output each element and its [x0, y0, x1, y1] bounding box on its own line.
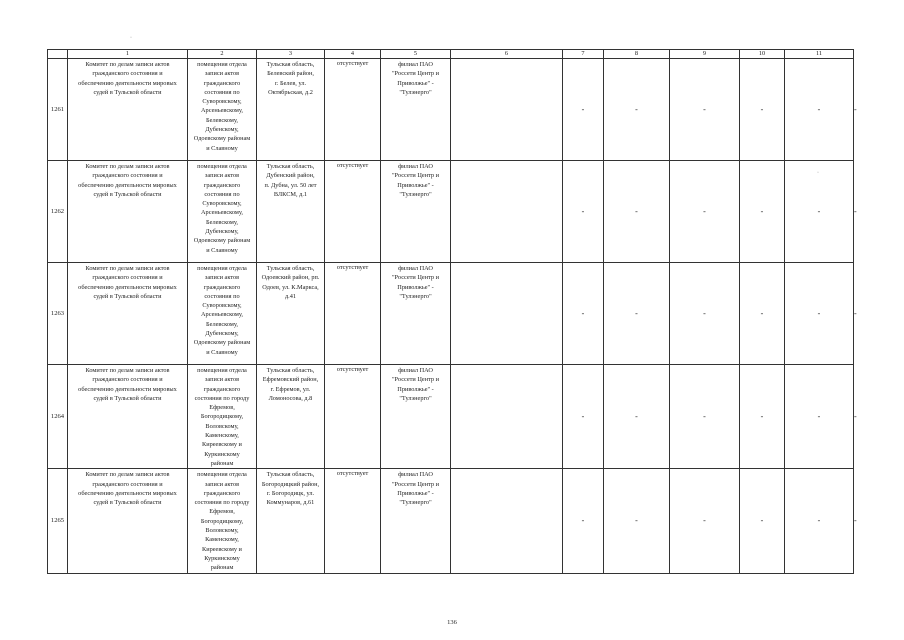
cell-premises-line: состояния по	[204, 292, 240, 300]
cell-authority-line: Комитет по делам записи актов	[85, 163, 170, 170]
cell-premises-line: Белевскому,	[206, 218, 238, 226]
cell-premises-line: состояния по	[204, 88, 240, 96]
cell-premises-line: помещения отдела	[197, 471, 247, 479]
cell-utility-line: "Тулэнерго"	[399, 190, 432, 198]
cell-authority-line: судей в Тульской области	[93, 292, 162, 300]
cell-address	[257, 161, 325, 263]
cell-dash: -	[740, 365, 785, 469]
cell-premises-line: гражданского	[203, 79, 241, 87]
cell-premises-line: помещения отдела	[197, 163, 247, 170]
table-row: 1263 Комитет по делам записи актов гражданского состояния и обеспечению деятельности мировых судей в Тульской области помещения отдела записи актов гражданского состояния по Суворовскому, Арсеньевскому, Белевскому, Дубенскому, Одоевскому районам и Славному Тульская область, Одоевский район, рп. Одоев, ул. К.Маркса, д.41 отсутствует филиал ПАО "Россети Центр и Приволжье" - "Тулэнерго" - - - - - -	[48, 263, 854, 365]
cell-dash: -	[785, 469, 854, 573]
cell-status: отсутствует	[325, 365, 381, 469]
cell-authority-line: обеспечению деятельности мировых	[78, 385, 177, 393]
cell-dash: -	[604, 365, 670, 469]
cell-address-line: Коммунаров, д.61	[266, 499, 315, 507]
cell-premises-line: Суворовскому,	[202, 200, 242, 208]
cell-authority-line: судей в Тульской области	[93, 394, 162, 402]
cell-dash: -	[670, 365, 740, 469]
cell-dash: -	[785, 263, 854, 365]
cell-utility-line: "Россети Центр и	[391, 274, 439, 282]
cell-premises-line: помещения отдела	[197, 61, 247, 68]
cell-col6	[451, 263, 563, 365]
cell-utility-line: Приволжье" -	[397, 79, 434, 87]
cell-premises-line: районам	[210, 459, 234, 467]
cell-dash: -	[604, 59, 670, 161]
cell-premises-line: Куркинскому	[204, 554, 240, 562]
cell-dash: -	[740, 161, 785, 263]
cell-utility	[381, 59, 451, 161]
cell-premises-line: Белевскому,	[206, 320, 238, 328]
cell-utility-line: "Тулэнерго"	[399, 394, 432, 402]
cell-utility	[381, 469, 451, 573]
cell-premises-line: Киреевскому и	[202, 441, 242, 449]
cell-utility	[381, 365, 451, 469]
cell-premises-line: Воловскому,	[205, 422, 239, 430]
cell-premises-line: Одоевскому районам	[193, 135, 251, 143]
cell-address	[257, 263, 325, 365]
cell-premises-line: и Славному	[206, 246, 238, 254]
cell-dash: -	[740, 469, 785, 573]
cell-premises-line: Воловскому,	[205, 527, 239, 535]
cell-authority-line: Комитет по делам записи актов	[85, 471, 170, 479]
cell-authority-line: гражданского состояния и	[92, 480, 163, 488]
cell-dash: -	[785, 59, 854, 161]
cell-premises-line: записи актов	[204, 376, 240, 384]
cell-premises-line: Суворовскому,	[202, 302, 242, 310]
cell-premises-line: Богородицкому,	[200, 413, 244, 421]
cell-address	[257, 365, 325, 469]
cell-authority-line: гражданского состояния и	[92, 274, 163, 282]
cell-premises-line: Арсеньевскому,	[201, 311, 243, 319]
cell-address-line: г. Белев, ул.	[274, 79, 307, 87]
cell-status: отсутствует	[325, 59, 381, 161]
cell-authority-line: обеспечению деятельности мировых	[78, 79, 177, 87]
cell-premises-line: помещения отдела	[197, 265, 247, 272]
cell-premises-line: состояния по городу	[194, 499, 250, 507]
cell-authority-line: судей в Тульской области	[93, 88, 162, 96]
cell-utility-line: филиал ПАО	[398, 367, 433, 374]
cell-premises-line: записи актов	[204, 70, 240, 78]
cell-status: отсутствует	[325, 469, 381, 573]
cell-authority-line: обеспечению деятельности мировых	[78, 489, 177, 497]
cell-address-line: Тульская область,	[266, 471, 315, 479]
cell-authority-line: обеспечению деятельности мировых	[78, 181, 177, 189]
cell-utility-line: филиал ПАО	[398, 163, 433, 170]
cell-premises-line: гражданского	[203, 385, 241, 393]
cell-col6	[451, 365, 563, 469]
cell-dash: -	[563, 59, 604, 161]
cell-premises-line: Суворовскому,	[202, 98, 242, 106]
cell-address-line: Тульская область,	[266, 367, 315, 374]
cell-authority-line: гражданского состояния и	[92, 172, 163, 180]
cell-col6	[451, 469, 563, 573]
cell-utility-line: Приволжье" -	[397, 181, 434, 189]
cell-utility-line: Приволжье" -	[397, 385, 434, 393]
document-table	[47, 49, 857, 574]
cell-utility-line: "Россети Центр и	[391, 70, 439, 78]
cell-dash: -	[563, 365, 604, 469]
cell-dash: -	[604, 469, 670, 573]
header-cell-10: 10	[740, 50, 785, 59]
cell-dash: -	[740, 263, 785, 365]
cell-utility-line: филиал ПАО	[398, 265, 433, 272]
header-cell-8: 8	[604, 50, 670, 59]
cell-premises-line: Богородицкому,	[200, 517, 244, 525]
cell-authority-line: обеспечению деятельности мировых	[78, 283, 177, 291]
cell-premises-line: Ефремов,	[209, 404, 235, 412]
header-cell-3: 3	[257, 50, 325, 59]
cell-utility-line: "Россети Центр и	[391, 172, 439, 180]
cell-premises-line: записи актов	[204, 274, 240, 282]
cell-dash: -	[740, 59, 785, 161]
cell-utility	[381, 161, 451, 263]
cell-utility-line: "Тулэнерго"	[399, 88, 432, 96]
cell-premises-line: Ефремов,	[209, 508, 235, 516]
cell-premises-line: гражданского	[203, 181, 241, 189]
cell-premises	[188, 161, 257, 263]
cell-premises-line: и Славному	[206, 144, 238, 152]
header-cell-blank	[48, 50, 68, 59]
cell-address-line: п. Дубна, ул. 50 лет	[264, 181, 317, 189]
header-cell-4: 4	[325, 50, 381, 59]
cell-utility-line: филиал ПАО	[398, 471, 433, 479]
header-cell-11: 11	[785, 50, 854, 59]
cell-dash: -	[670, 263, 740, 365]
cell-authority-line: судей в Тульской области	[93, 190, 162, 198]
cell-premises	[188, 365, 257, 469]
cell-utility	[381, 263, 451, 365]
cell-premises	[188, 263, 257, 365]
cell-authority-line: Комитет по делам записи актов	[85, 61, 170, 68]
cell-premises-line: и Славному	[206, 348, 238, 356]
cell-address-line: г. Ефремов, ул.	[270, 385, 311, 393]
cell-dash: -	[604, 161, 670, 263]
cell-premises-line: гражданского	[203, 283, 241, 291]
cell-dash: -	[563, 469, 604, 573]
cell-authority-line: Комитет по делам записи актов	[85, 367, 170, 374]
cell-address-line: Одоевский район, рп.	[261, 274, 320, 282]
cell-address-line: ВЛКСМ, д.1	[273, 190, 308, 198]
cell-premises-line: районам	[210, 564, 234, 572]
cell-premises-line: состояния по	[204, 190, 240, 198]
table-row: 1265 Комитет по делам записи актов гражданского состояния и обеспечению деятельности мировых судей в Тульской области помещения отдела записи актов гражданского состояния по городу Ефремов, Богородицкому, Воловскому, Каменскому, Киреевскому и Куркинскому районам Тульская область, Богородицкий район, г. Богородицк, ул. Коммунаров, д.61 отсутствует филиал ПАО "Россети Центр и Приволжье" - "Тулэнерго" - - - - - -	[48, 469, 854, 573]
cell-authority-line: гражданского состояния и	[92, 70, 163, 78]
header-cell-9: 9	[670, 50, 740, 59]
cell-address-line: Богородицкий район,	[261, 480, 320, 488]
cell-authority	[68, 59, 188, 161]
cell-premises-line: Каменскому,	[205, 432, 239, 440]
header-row	[48, 50, 854, 59]
cell-address-line: Ефремовский район,	[262, 376, 319, 384]
table-row: 1261 Комитет по делам записи актов гражданского состояния и обеспечению деятельности мировых судей в Тульской области помещения отдела записи актов гражданского состояния по Суворовскому, Арсеньевскому, Белевскому, Дубенскому, Одоевскому районам и Славному Тульская область, Белевский район, г. Белев, ул. Октябрьская, д.2 отсутствует филиал ПАО "Россети Центр и Приволжье" - "Тулэнерго" - - - - - -	[48, 59, 854, 161]
cell-dash: -	[785, 161, 854, 263]
cell-address-line: Одоев, ул. К.Маркса,	[262, 283, 319, 291]
cell-address-line: д.41	[284, 292, 297, 300]
cell-authority	[68, 161, 188, 263]
cell-utility-line: "Тулэнерго"	[399, 499, 432, 507]
cell-premises-line: состояния по городу	[194, 394, 250, 402]
cell-utility-line: Приволжье" -	[397, 489, 434, 497]
cell-dash: -	[670, 469, 740, 573]
cell-address-line: Ломоносова, д.8	[268, 394, 313, 402]
cell-premises-line: Дубенскому,	[205, 330, 239, 338]
cell-address-line: Белевский район,	[267, 70, 314, 78]
cell-address-line: Тульская область,	[266, 163, 315, 170]
table-row: 1262 Комитет по делам записи актов гражданского состояния и обеспечению деятельности мировых судей в Тульской области помещения отдела записи актов гражданского состояния по Суворовскому, Арсеньевскому, Белевскому, Дубенскому, Одоевскому районам и Славному Тульская область, Дубенский район, п. Дубна, ул. 50 лет ВЛКСМ, д.1 отсутствует филиал ПАО "Россети Центр и Приволжье" - "Тулэнерго" - - - - - -	[48, 161, 854, 263]
cell-premises-line: записи актов	[204, 480, 240, 488]
cell-utility-line: "Россети Центр и	[391, 480, 439, 488]
header-cell-5: 5	[381, 50, 451, 59]
cell-col6	[451, 59, 563, 161]
cell-address-line: Дубенский район,	[266, 172, 315, 180]
cell-premises-line: Дубенскому,	[205, 126, 239, 134]
table-body	[48, 50, 857, 574]
cell-premises-line: Одоевскому районам	[193, 237, 251, 245]
cell-premises-line: гражданского	[203, 489, 241, 497]
cell-address-line: Тульская область,	[266, 265, 315, 272]
cell-status: отсутствует	[325, 161, 381, 263]
cell-dash: -	[563, 161, 604, 263]
cell-address-line: Тульская область,	[266, 61, 315, 68]
cell-premises-line: Куркинскому	[204, 450, 240, 458]
cell-authority	[68, 365, 188, 469]
cell-premises-line: Каменскому,	[205, 536, 239, 544]
page-number: 136	[447, 619, 457, 626]
cell-premises-line: Арсеньевскому,	[201, 209, 243, 217]
cell-dash: -	[563, 263, 604, 365]
scan-speck: ·	[817, 170, 819, 176]
cell-address-line: Октябрьская, д.2	[268, 88, 313, 96]
cell-premises	[188, 469, 257, 573]
cell-utility-line: "Россети Центр и	[391, 376, 439, 384]
cell-address-line: г. Богородицк, ул.	[266, 489, 315, 497]
header-cell-6: 6	[451, 50, 563, 59]
scan-speck: ·	[130, 35, 132, 41]
cell-authority-line: гражданского состояния и	[92, 376, 163, 384]
header-cell-2: 2	[188, 50, 257, 59]
cell-dash: -	[670, 161, 740, 263]
cell-col6	[451, 161, 563, 263]
row-number: 1265	[48, 469, 68, 573]
cell-authority	[68, 469, 188, 573]
cell-premises-line: Киреевскому и	[202, 545, 242, 553]
cell-authority-line: судей в Тульской области	[93, 499, 162, 507]
cell-premises-line: записи актов	[204, 172, 240, 180]
cell-premises-line: Арсеньевскому,	[201, 107, 243, 115]
header-cell-7: 7	[563, 50, 604, 59]
row-number: 1261	[48, 59, 68, 161]
row-number: 1262	[48, 161, 68, 263]
header-cell-1: 1	[68, 50, 188, 59]
cell-utility-line: "Тулэнерго"	[399, 292, 432, 300]
cell-dash: -	[604, 263, 670, 365]
row-number: 1263	[48, 263, 68, 365]
cell-address	[257, 59, 325, 161]
cell-premises	[188, 59, 257, 161]
cell-utility-line: Приволжье" -	[397, 283, 434, 291]
cell-premises-line: Одоевскому районам	[193, 339, 251, 347]
cell-premises-line: Дубенскому,	[205, 228, 239, 236]
cell-premises-line: помещения отдела	[197, 367, 247, 374]
cell-dash: -	[785, 365, 854, 469]
cell-authority	[68, 263, 188, 365]
cell-dash: -	[670, 59, 740, 161]
table-row: 1264 Комитет по делам записи актов гражданского состояния и обеспечению деятельности мировых судей в Тульской области помещения отдела записи актов гражданского состояния по городу Ефремов, Богородицкому, Воловскому, Каменскому, Киреевскому и Куркинскому районам Тульская область, Ефремовский район, г. Ефремов, ул. Ломоносова, д.8 отсутствует филиал ПАО "Россети Центр и Приволжье" - "Тулэнерго" - - - - - -	[48, 365, 854, 469]
row-number: 1264	[48, 365, 68, 469]
cell-status: отсутствует	[325, 263, 381, 365]
cell-utility-line: филиал ПАО	[398, 61, 433, 68]
cell-address	[257, 469, 325, 573]
cell-authority-line: Комитет по делам записи актов	[85, 265, 170, 272]
cell-premises-line: Белевскому,	[206, 116, 238, 124]
